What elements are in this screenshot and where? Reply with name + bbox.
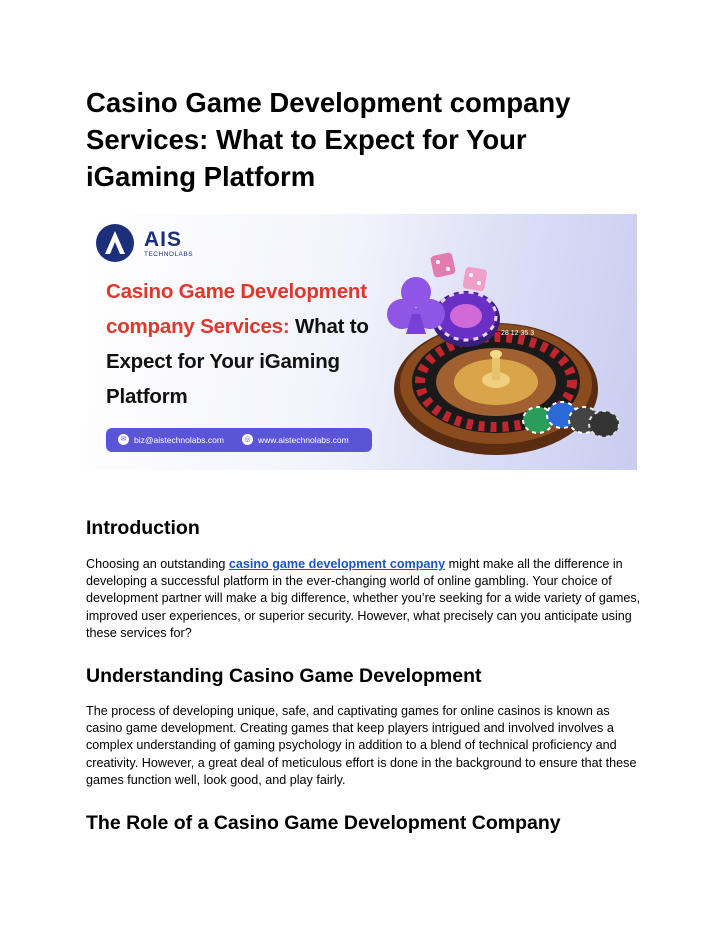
banner-line-3: Expect for Your iGaming bbox=[106, 350, 340, 373]
contact-website bbox=[242, 434, 349, 445]
casino-game-development-link[interactable]: casino game development company bbox=[228, 557, 446, 571]
section-heading-understanding: Understanding Casino Game Development bbox=[86, 665, 482, 687]
club-suit-icon bbox=[387, 277, 445, 334]
hero-banner-image bbox=[86, 214, 637, 470]
contact-website-text: www.aistechnolabs.com bbox=[258, 434, 349, 445]
dice-icon bbox=[430, 252, 488, 292]
banner-line-2 bbox=[106, 315, 369, 339]
intro-text-after: might make all the difference in developing a successful platform in the ever-changing world of online gambling. Your choice of development partner will make a big difference, whether you’re seeking for a wide variety of games, improved user experiences, or superior security. However, what precisely can you anticipate using these services for? bbox=[86, 557, 641, 640]
banner-line-2-dark: What to bbox=[294, 315, 369, 338]
page-title: Casino Game Development company Services: What to Expect for Your iGaming Platform bbox=[86, 87, 571, 192]
wheel-numbers: 28 12 35 3 bbox=[501, 330, 535, 337]
logo-subtitle: TECHNOLABS bbox=[144, 251, 194, 258]
banner-line-2-red: company Services: bbox=[106, 315, 290, 338]
email-icon: ✉ bbox=[118, 434, 129, 445]
section-paragraph-introduction bbox=[86, 556, 642, 642]
banner-line-4: Platform bbox=[106, 385, 188, 408]
banner-line-1: Casino Game Development bbox=[106, 280, 367, 303]
globe-icon: ◎ bbox=[242, 434, 253, 445]
intro-text-before: Choosing an outstanding bbox=[86, 557, 229, 571]
contact-email bbox=[118, 434, 224, 445]
section-heading-role: The Role of a Casino Game Development Company bbox=[86, 812, 561, 834]
logo-wordmark: AIS bbox=[144, 228, 183, 251]
section-heading-introduction: Introduction bbox=[86, 517, 200, 539]
section-paragraph-understanding: The process of developing unique, safe, and captivating games for online casinos is known as casino game development. Creating games that keep players intrigued and involved involves a complex understanding of gaming psychology in addition to a blend of technical proficiency and creativity. However, a great deal of meticulous effort is done in the background to ensure that these games function well, look good, and play fairly. bbox=[86, 704, 637, 787]
roulette-wheel-icon bbox=[394, 323, 598, 455]
contact-email-text: biz@aistechnolabs.com bbox=[134, 434, 224, 445]
contact-bar bbox=[106, 428, 372, 452]
ais-logo-icon bbox=[96, 224, 134, 262]
